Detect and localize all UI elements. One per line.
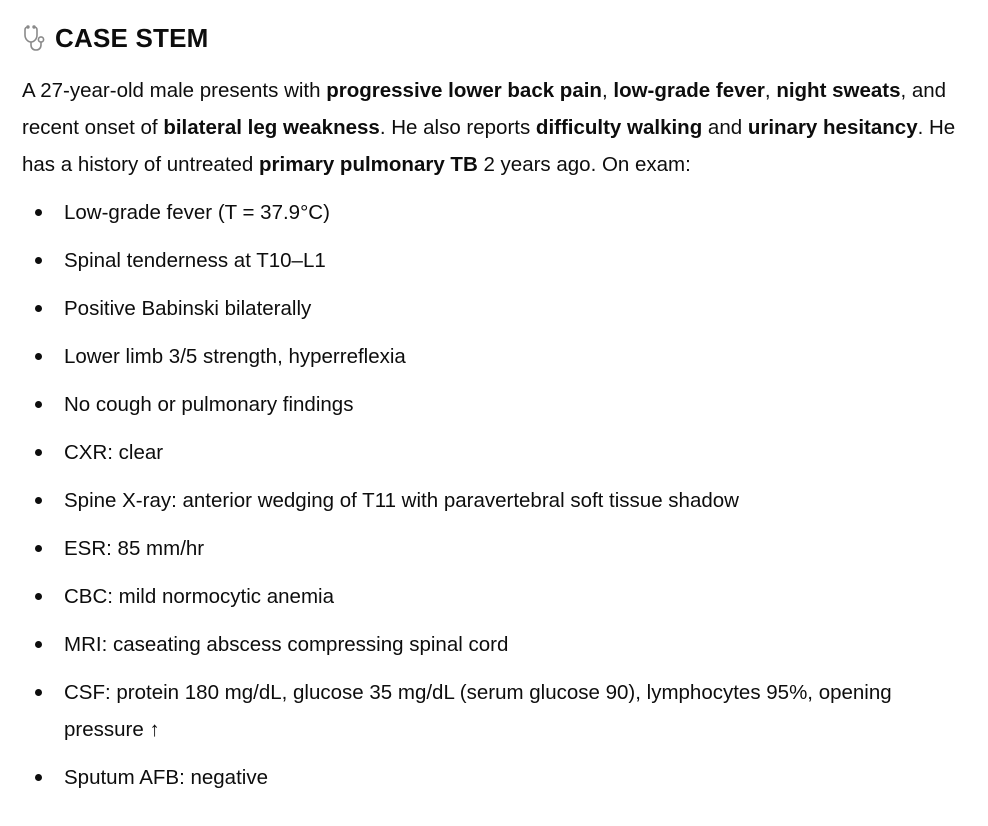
finding-item: No cough or pulmonary findings bbox=[22, 386, 988, 423]
emphasized-term: primary pulmonary TB bbox=[259, 153, 478, 176]
intro-text: . He bbox=[917, 116, 956, 139]
intro-text: recent onset of bbox=[22, 116, 164, 139]
finding-item: Low-grade fever (T = 37.9°C) bbox=[22, 194, 988, 231]
finding-item: CXR: clear bbox=[22, 434, 988, 471]
finding-item: ESR: 85 mm/hr bbox=[22, 530, 988, 567]
emphasized-term: low-grade fever bbox=[613, 79, 765, 102]
page-title: CASE STEM bbox=[55, 22, 209, 53]
intro-line-3 bbox=[22, 146, 988, 183]
intro-text: and bbox=[702, 116, 748, 139]
intro-text: , bbox=[601, 79, 614, 102]
emphasized-term: difficulty walking bbox=[535, 116, 703, 139]
intro-text: , and bbox=[900, 79, 947, 102]
emphasized-term: bilateral leg weakness bbox=[163, 116, 380, 139]
intro-line-1 bbox=[22, 72, 988, 109]
finding-item: MRI: caseating abscess compressing spinal cord bbox=[22, 626, 988, 663]
case-stem-heading bbox=[22, 18, 988, 58]
document bbox=[22, 18, 988, 796]
finding-item: Spinal tenderness at T10–L1 bbox=[22, 242, 988, 279]
intro-text: has a history of untreated bbox=[22, 153, 260, 176]
emphasized-term: urinary hesitancy bbox=[747, 116, 918, 139]
stethoscope-icon bbox=[22, 24, 50, 52]
emphasized-term: night sweats bbox=[776, 79, 901, 102]
finding-item: Lower limb 3/5 strength, hyperreflexia bbox=[22, 338, 988, 375]
finding-item: Spine X-ray: anterior wedging of T11 with paravertebral soft tissue shadow bbox=[22, 482, 988, 519]
case-intro bbox=[22, 72, 988, 183]
intro-text: 2 years ago. On exam: bbox=[477, 153, 691, 176]
finding-item bbox=[22, 674, 988, 748]
finding-text-continued: pressure ↑ bbox=[64, 718, 160, 741]
intro-line-2 bbox=[22, 109, 988, 146]
finding-item: Positive Babinski bilaterally bbox=[22, 290, 988, 327]
intro-text: A 27-year-old male presents with bbox=[22, 79, 327, 102]
intro-text: . He also reports bbox=[379, 116, 536, 139]
exam-findings-list bbox=[22, 194, 988, 796]
finding-text: CSF: protein 180 mg/dL, glucose 35 mg/dL (serum glucose 90), lymphocytes 95%, opening bbox=[64, 681, 892, 704]
intro-text: , bbox=[764, 79, 777, 102]
finding-item: Sputum AFB: negative bbox=[22, 759, 988, 796]
finding-item: CBC: mild normocytic anemia bbox=[22, 578, 988, 615]
emphasized-term: progressive lower back pain bbox=[326, 79, 602, 102]
